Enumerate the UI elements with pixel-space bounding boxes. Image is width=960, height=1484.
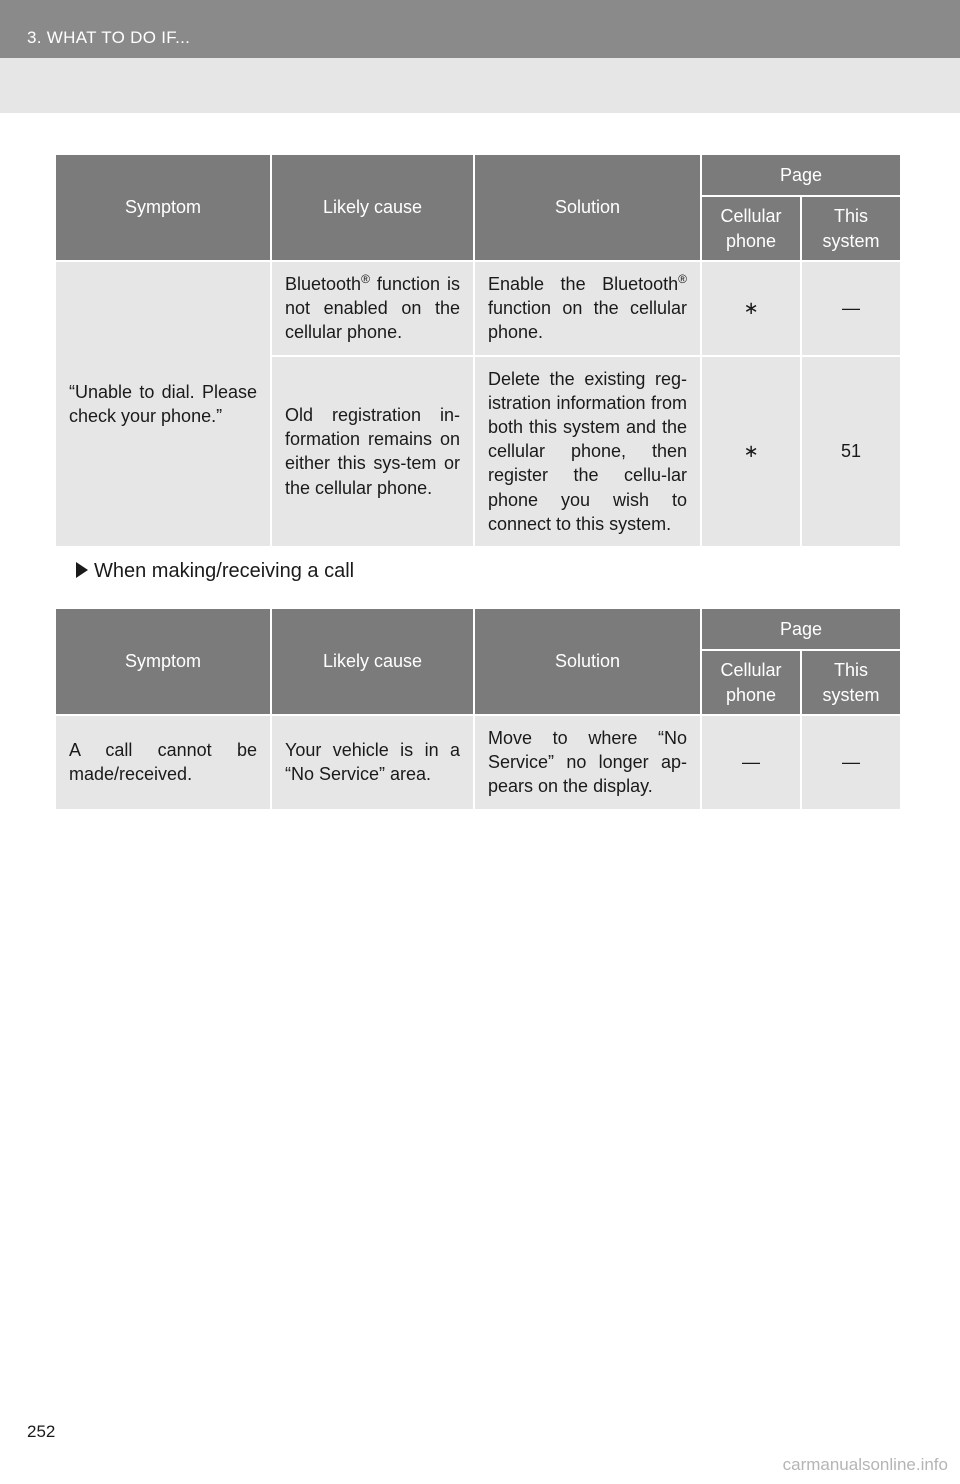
header-this-system: This system [801, 196, 901, 261]
header-solution: Solution [474, 154, 701, 261]
header-symptom: Symptom [55, 608, 271, 715]
subheading-making-receiving-call: When making/receiving a call [76, 560, 354, 583]
header-likely-cause: Likely cause [271, 154, 474, 261]
section-title: 3. WHAT TO DO IF... [27, 28, 191, 47]
triangle-bullet-icon [76, 562, 88, 578]
header-solution: Solution [474, 608, 701, 715]
likely-cause-cell: Old registration in-formation remains on either this sys-tem or the cellular phone. [271, 356, 474, 547]
header-page: Page [701, 608, 901, 650]
header-this-system: This system [801, 650, 901, 715]
solution-cell: Delete the existing reg-istration information from both this system and the cellular phone, then register the cellu-lar phone you wish to connect to this system. [474, 356, 701, 547]
header-symptom: Symptom [55, 154, 271, 261]
page-system-cell: — [801, 715, 901, 810]
header-likely-cause: Likely cause [271, 608, 474, 715]
solution-cell: Move to where “No Service” no longer ap-pears on the display. [474, 715, 701, 810]
header-cellular-phone: Cellular phone [701, 196, 801, 261]
troubleshooting-table-dial [54, 153, 902, 548]
symptom-cell: “Unable to dial. Please check your phone.” [55, 261, 271, 547]
likely-cause-cell: Your vehicle is in a “No Service” area. [271, 715, 474, 810]
page-cellular-cell: ∗ [701, 261, 801, 356]
header-bar [0, 0, 960, 58]
header-page: Page [701, 154, 901, 196]
page-system-cell: — [801, 261, 901, 356]
page-number: 252 [27, 1422, 56, 1441]
likely-cause-cell: Bluetooth® function is not enabled on the cellular phone. [271, 261, 474, 356]
symptom-cell: A call cannot be made/received. [55, 715, 271, 810]
troubleshooting-table-call [54, 607, 902, 811]
page-cellular-cell: — [701, 715, 801, 810]
page-cellular-cell: ∗ [701, 356, 801, 547]
header-cellular-phone: Cellular phone [701, 650, 801, 715]
watermark: carmanualsonline.info [782, 1455, 948, 1474]
header-subbar [0, 58, 960, 113]
solution-cell: Enable the Bluetooth® function on the cellular phone. [474, 261, 701, 356]
page-system-cell: 51 [801, 356, 901, 547]
